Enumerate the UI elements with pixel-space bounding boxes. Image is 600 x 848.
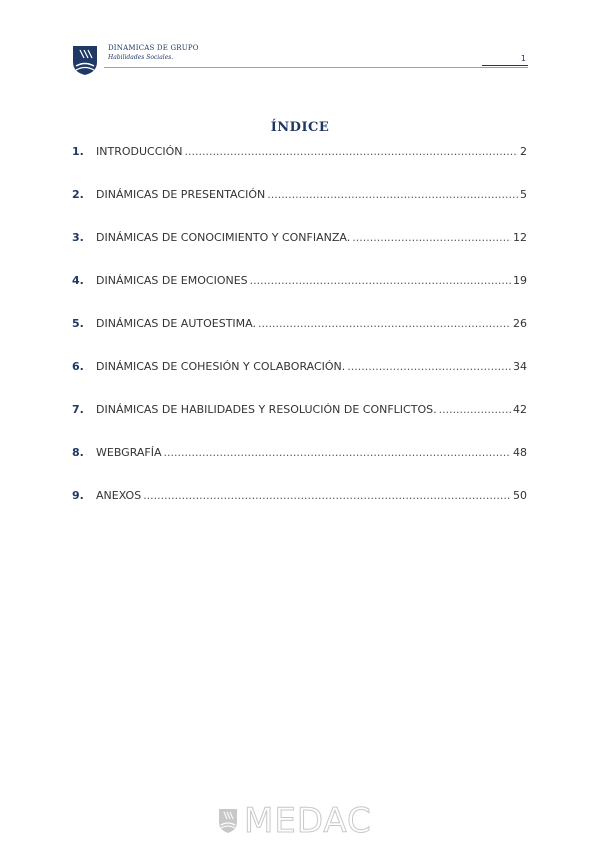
toc-entry-number: 5. [72, 317, 84, 330]
toc-entry-number: 1. [72, 145, 84, 158]
medac-shield-icon [218, 808, 238, 834]
toc-leader-dots [258, 317, 511, 330]
toc-entry[interactable] [72, 403, 527, 419]
header-title: DINAMICAS DE GRUPO [108, 44, 199, 52]
toc-entry-page: 26 [513, 317, 527, 330]
page-header [72, 44, 528, 70]
toc-entry-label: DINÁMICAS DE CONOCIMIENTO Y CONFIANZA. [96, 231, 351, 244]
toc-entry-page: 48 [513, 446, 527, 459]
toc-entry-page: 2 [520, 145, 527, 158]
toc-leader-dots [267, 188, 518, 201]
toc-entry-label: DINÁMICAS DE EMOCIONES [96, 274, 248, 287]
toc-entry-page: 12 [513, 231, 527, 244]
footer-logo-text: MEDAC [244, 801, 372, 841]
toc-entry-number: 9. [72, 489, 84, 502]
toc-entry-number: 4. [72, 274, 84, 287]
toc-entry-label: WEBGRAFÍA [96, 446, 162, 459]
toc-leader-dots [143, 489, 511, 502]
toc-entry-label: INTRODUCCIÓN [96, 145, 183, 158]
toc-entry-page: 34 [513, 360, 527, 373]
toc-entry-label: DINÁMICAS DE AUTOESTIMA. [96, 317, 256, 330]
header-subtitle: Habilidades Sociales. [108, 54, 174, 61]
toc-entry-page: 50 [513, 489, 527, 502]
page-number: 1 [520, 54, 526, 63]
toc-leader-dots [439, 403, 511, 416]
toc-entry[interactable] [72, 188, 527, 204]
toc-entry[interactable] [72, 145, 527, 161]
toc-entry-page: 5 [520, 188, 527, 201]
toc-entry[interactable] [72, 274, 527, 290]
toc-leader-dots [347, 360, 511, 373]
toc-entry-page: 19 [513, 274, 527, 287]
toc-entry[interactable] [72, 446, 527, 462]
toc-entry-label: DINÁMICAS DE HABILIDADES Y RESOLUCIÓN DE CONFLICTOS. [96, 403, 437, 416]
toc-entry-number: 2. [72, 188, 84, 201]
toc-leader-dots [250, 274, 511, 287]
toc-leader-dots [164, 446, 511, 459]
toc-entry-page: 42 [513, 403, 527, 416]
toc-entry[interactable] [72, 360, 527, 376]
toc-leader-dots [352, 231, 511, 244]
toc-entry-label: DINÁMICAS DE PRESENTACIÓN [96, 188, 266, 201]
toc-entry-label: ANEXOS [96, 489, 142, 502]
page-number-underline [482, 65, 528, 66]
header-text [108, 44, 199, 62]
toc-entry-number: 3. [72, 231, 84, 244]
toc-title: ÍNDICE [270, 120, 330, 135]
toc-entry[interactable] [72, 317, 527, 333]
toc-entry-number: 8. [72, 446, 84, 459]
toc-entry-number: 6. [72, 360, 84, 373]
header-divider [104, 67, 528, 68]
toc-entry[interactable] [72, 489, 527, 505]
footer-logo [218, 801, 378, 841]
toc-entry-number: 7. [72, 403, 84, 416]
toc-entry-label: DINÁMICAS DE COHESIÓN Y COLABORACIÓN. [96, 360, 346, 373]
toc-leader-dots [185, 145, 518, 158]
medac-shield-icon [72, 44, 98, 76]
toc-entry[interactable] [72, 231, 527, 247]
